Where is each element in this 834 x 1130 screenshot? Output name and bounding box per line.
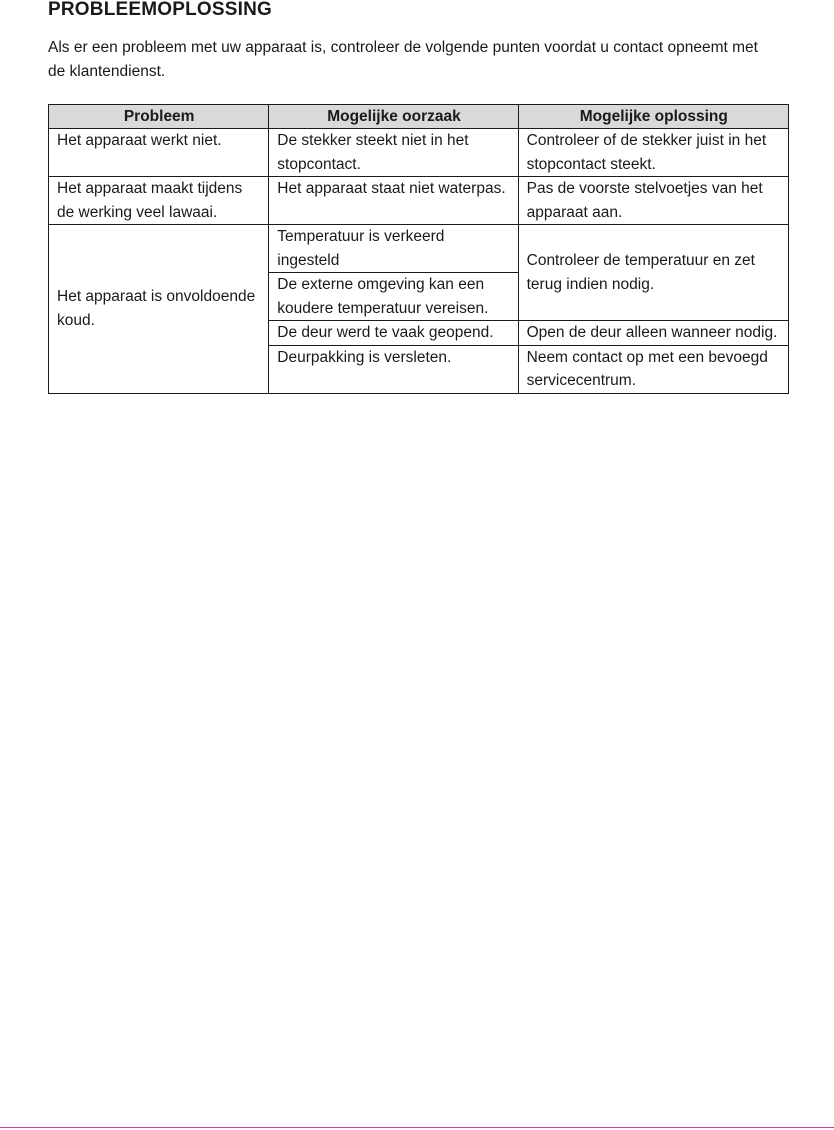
table-row (49, 225, 789, 273)
intro-paragraph: Als er een probleem met uw apparaat is, controleer de volgende punten voordat u contact opneemt met de klantendienst. (48, 39, 758, 80)
table-row (49, 129, 789, 177)
cause-cell: Temperatuur is verkeerd ingesteld (269, 225, 518, 273)
solution-cell: Neem contact op met een bevoegd servicecentrum. (518, 345, 788, 393)
column-header-solution: Mogelijke oplossing (518, 105, 788, 129)
cause-cell: Deurpakking is versleten. (269, 345, 518, 393)
page-title: PROBLEEMOPLOSSING (48, 0, 273, 20)
solution-cell: Open de deur alleen wanneer nodig. (518, 321, 788, 346)
cause-cell: De externe omgeving kan een koudere temperatuur vereisen. (269, 273, 518, 321)
solution-cell: Controleer of de stekker juist in het stopcontact steekt. (518, 129, 788, 177)
column-header-cause: Mogelijke oorzaak (269, 105, 518, 129)
table-row (49, 177, 789, 225)
problem-cell: Het apparaat maakt tijdens de werking veel lawaai. (49, 177, 269, 225)
cause-cell: De stekker steekt niet in het stopcontact. (269, 129, 518, 177)
problem-cell: Het apparaat werkt niet. (49, 129, 269, 177)
table-header-row (49, 105, 789, 129)
solution-cell: Controleer de temperatuur en zet terug indien nodig. (518, 225, 788, 321)
cause-cell: De deur werd te vaak geopend. (269, 321, 518, 346)
troubleshooting-table (48, 104, 789, 394)
problem-cell: Het apparaat is onvoldoende koud. (49, 225, 269, 394)
solution-cell: Pas de voorste stelvoetjes van het apparaat aan. (518, 177, 788, 225)
column-header-problem: Probleem (49, 105, 269, 129)
cause-cell: Het apparaat staat niet waterpas. (269, 177, 518, 225)
footer-rule (0, 1127, 834, 1128)
